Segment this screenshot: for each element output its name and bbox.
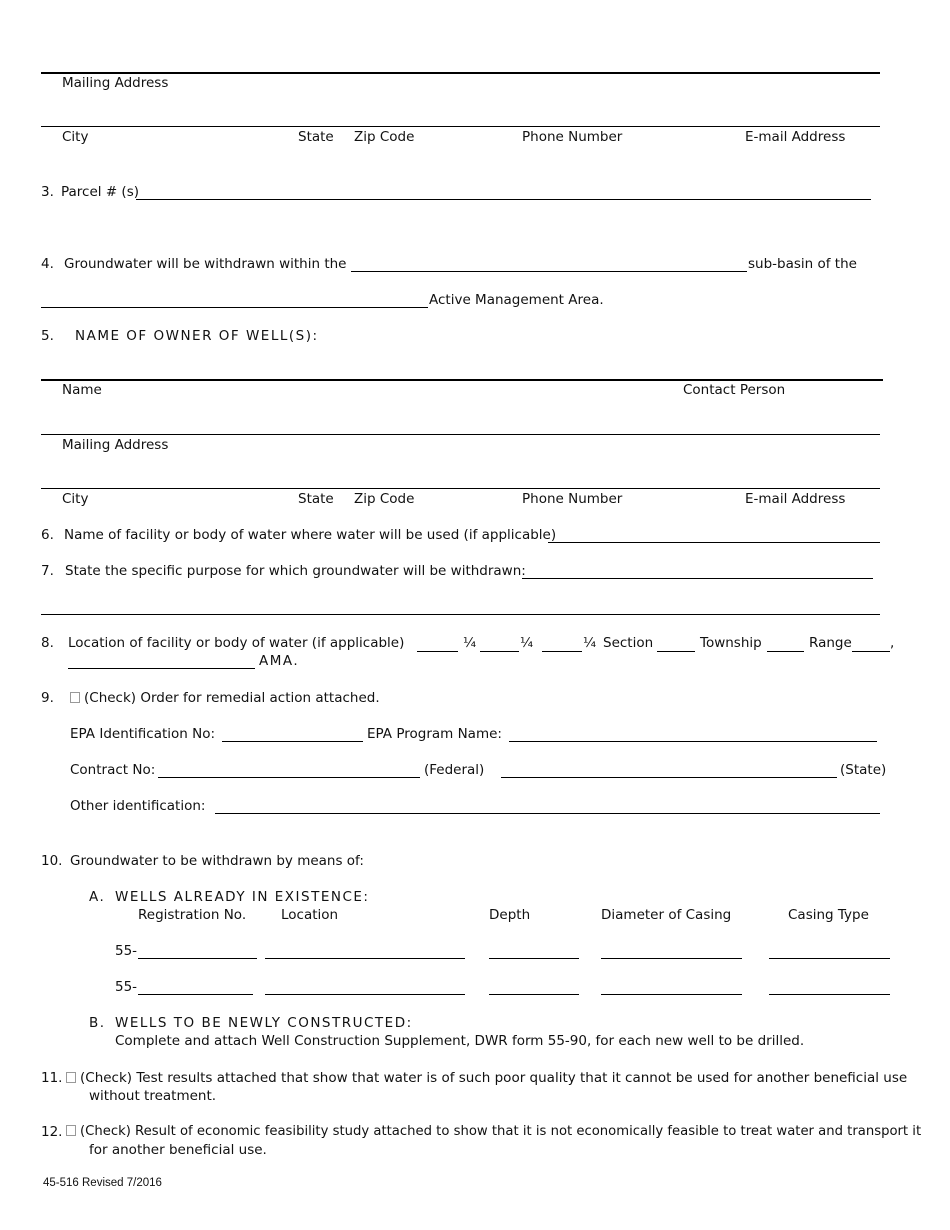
q12-line-1: (Check) Result of economic feasibility study attached to show that it is not economically feasible to treat water and transport it bbox=[80, 1124, 922, 1139]
well-row-2-location[interactable] bbox=[265, 994, 465, 995]
state-label: State bbox=[298, 129, 334, 145]
township-field[interactable] bbox=[767, 651, 804, 652]
q11-item bbox=[66, 1069, 907, 1087]
well-row-1-casing-type[interactable] bbox=[769, 958, 890, 959]
range-comma: , bbox=[890, 635, 895, 651]
q7-label: State the specific purpose for which groundwater will be withdrawn: bbox=[65, 563, 526, 579]
quarter-symbol-1: ¼ bbox=[463, 635, 477, 651]
q11-line-1: (Check) Test results attached that show that water is of such poor quality that it cannot be used for another beneficial use bbox=[80, 1070, 908, 1086]
email-label: E-mail Address bbox=[745, 129, 846, 145]
well-row-1-diameter[interactable] bbox=[601, 958, 742, 959]
epa-id-field[interactable] bbox=[222, 741, 363, 742]
q12-item bbox=[66, 1123, 921, 1141]
q5-heading: NAME OF OWNER OF WELL(S): bbox=[75, 328, 319, 344]
well-row-1-registration[interactable] bbox=[138, 958, 257, 959]
q4-number: 4. bbox=[41, 256, 54, 272]
contract-label: Contract No: bbox=[70, 762, 156, 778]
phone-label: Phone Number bbox=[522, 129, 623, 145]
col-location: Location bbox=[281, 907, 339, 923]
well-row-2-depth[interactable] bbox=[489, 994, 579, 995]
q3-label: Parcel # (s) bbox=[61, 184, 140, 200]
q10-label: Groundwater to be withdrawn by means of: bbox=[70, 853, 364, 869]
q3-number: 3. bbox=[41, 184, 54, 200]
col-casing-type: Casing Type bbox=[788, 907, 869, 923]
q11-number: 11. bbox=[41, 1070, 63, 1086]
city-line-1[interactable] bbox=[41, 126, 880, 127]
q10-a-title: WELLS ALREADY IN EXISTENCE: bbox=[115, 889, 370, 905]
facility-name-field[interactable] bbox=[548, 542, 880, 543]
col-registration: Registration No. bbox=[138, 907, 247, 923]
q6-label: Name of facility or body of water where water will be used (if applicable) bbox=[64, 527, 557, 543]
well-row-1-depth[interactable] bbox=[489, 958, 579, 959]
q12-number: 12. bbox=[41, 1124, 63, 1140]
well-row-2-prefix: 55- bbox=[115, 979, 138, 995]
other-id-field[interactable] bbox=[215, 813, 880, 814]
contract-federal-field[interactable] bbox=[158, 777, 420, 778]
parcel-field[interactable] bbox=[136, 199, 871, 200]
q10-b-title: WELLS TO BE NEWLY CONSTRUCTED: bbox=[115, 1015, 413, 1031]
zip-label: Zip Code bbox=[354, 129, 415, 145]
q11-line-2: without treatment. bbox=[89, 1088, 217, 1104]
well-row-2-diameter[interactable] bbox=[601, 994, 742, 995]
q6-number: 6. bbox=[41, 527, 54, 543]
epa-program-label: EPA Program Name: bbox=[367, 726, 502, 742]
q12-line-2: for another beneficial use. bbox=[89, 1142, 267, 1158]
city-line-2[interactable] bbox=[41, 488, 880, 489]
form-id-footer: 45-516 Revised 7/2016 bbox=[43, 1177, 162, 1189]
sub-basin-field[interactable] bbox=[351, 271, 747, 272]
purpose-field[interactable] bbox=[522, 578, 873, 579]
mailing-address-label: Mailing Address bbox=[62, 75, 169, 91]
q9-number: 9. bbox=[41, 690, 54, 706]
q10-b-letter: B. bbox=[89, 1015, 106, 1031]
city-label: City bbox=[62, 129, 89, 145]
q8-ama-label: AMA. bbox=[259, 653, 300, 669]
q4-label: Groundwater will be withdrawn within the bbox=[64, 256, 347, 272]
quarter-field-2[interactable] bbox=[480, 651, 519, 652]
contract-state-field[interactable] bbox=[501, 777, 837, 778]
mailing-address-label-2: Mailing Address bbox=[62, 437, 169, 453]
ama-field[interactable] bbox=[41, 307, 428, 308]
township-label: Township bbox=[700, 635, 762, 651]
quarter-symbol-3: ¼ bbox=[583, 635, 597, 651]
q8-label: Location of facility or body of water (if applicable) bbox=[68, 635, 405, 651]
federal-label: (Federal) bbox=[424, 762, 485, 778]
other-id-label: Other identification: bbox=[70, 798, 206, 814]
q9-label: (Check) Order for remedial action attached. bbox=[84, 690, 380, 706]
sub-basin-label: sub-basin of the bbox=[748, 256, 857, 272]
city-label-2: City bbox=[62, 491, 89, 507]
range-field[interactable] bbox=[852, 651, 890, 652]
owner-name-label: Name bbox=[62, 382, 102, 398]
phone-label-2: Phone Number bbox=[522, 491, 623, 507]
section-label: Section bbox=[603, 635, 654, 651]
contact-person-label: Contact Person bbox=[683, 382, 786, 398]
purpose-field-line-2[interactable] bbox=[41, 614, 880, 615]
remedial-action-checkbox[interactable] bbox=[70, 692, 80, 703]
range-label: Range bbox=[809, 635, 852, 651]
col-depth: Depth bbox=[489, 907, 531, 923]
well-row-2-registration[interactable] bbox=[138, 994, 253, 995]
q8-number: 8. bbox=[41, 635, 54, 651]
quarter-field-1[interactable] bbox=[417, 651, 458, 652]
col-diameter: Diameter of Casing bbox=[601, 907, 732, 923]
feasibility-study-checkbox[interactable] bbox=[66, 1125, 76, 1136]
q9-item bbox=[70, 689, 380, 707]
test-results-checkbox[interactable] bbox=[66, 1072, 76, 1083]
mailing-address-line-2[interactable] bbox=[41, 434, 880, 435]
q7-number: 7. bbox=[41, 563, 54, 579]
well-row-1-location[interactable] bbox=[265, 958, 465, 959]
zip-label-2: Zip Code bbox=[354, 491, 415, 507]
state-paren-label: (State) bbox=[840, 762, 887, 778]
email-label-2: E-mail Address bbox=[745, 491, 846, 507]
epa-id-label: EPA Identification No: bbox=[70, 726, 216, 742]
ama-label: Active Management Area. bbox=[429, 292, 604, 308]
epa-program-field[interactable] bbox=[509, 741, 877, 742]
quarter-symbol-2: ¼ bbox=[520, 635, 534, 651]
q10-number: 10. bbox=[41, 853, 63, 869]
q5-number: 5. bbox=[41, 328, 54, 344]
quarter-field-3[interactable] bbox=[542, 651, 582, 652]
q10-b-instructions: Complete and attach Well Construction Supplement, DWR form 55-90, for each new well to be drilled. bbox=[115, 1033, 805, 1049]
well-row-2-casing-type[interactable] bbox=[769, 994, 890, 995]
state-label-2: State bbox=[298, 491, 334, 507]
q10-a-letter: A. bbox=[89, 889, 106, 905]
well-row-1-prefix: 55- bbox=[115, 943, 138, 959]
q8-ama-field[interactable] bbox=[68, 668, 255, 669]
section-field[interactable] bbox=[657, 651, 695, 652]
